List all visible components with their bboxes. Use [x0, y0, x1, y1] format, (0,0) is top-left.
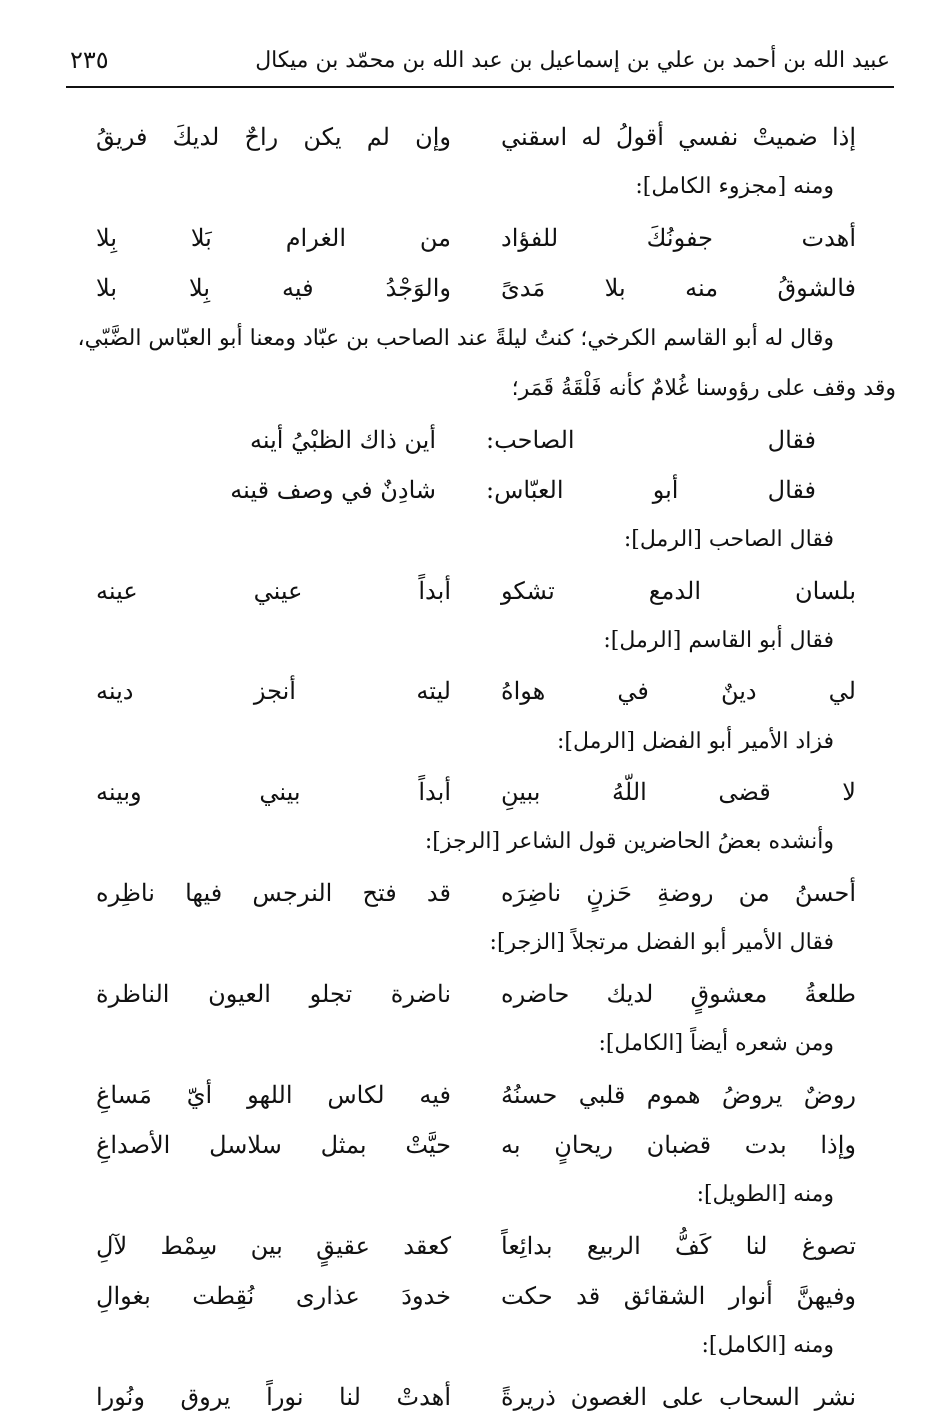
- prose-text: وقد وقف على رؤوسنا غُلامٌ كأنه فَلْقَةُ قَمَر؛: [511, 375, 896, 401]
- verse-hemistichs: [96, 213, 856, 263]
- second-hemistich: قد فتح النرجس فيها ناظِره: [96, 879, 451, 908]
- prose-text: ومنه [مجزوء الكامل]:: [635, 174, 834, 200]
- second-hemistich: والوَجْدُ فيه بِلا بلا: [96, 274, 451, 303]
- first-hemistich: لا قضى اللّهُ ببينِ: [501, 778, 856, 807]
- second-hemistich: أبداً عيني عينه: [96, 576, 451, 605]
- prose-text: ومنه [الطويل]:: [696, 1182, 834, 1208]
- prose-line: [96, 717, 856, 767]
- first-hemistich: أحسنُ من روضةِ حَزنٍ ناضِرَه: [501, 879, 856, 908]
- verse-hemistichs: [96, 263, 856, 313]
- verse-hemistichs: [96, 1221, 856, 1271]
- prose-text: وأنشده بعضُ الحاضرين قول الشاعر [الرجز]:: [424, 829, 834, 855]
- prose-line: [96, 515, 856, 565]
- first-hemistich: وإذا بدت قضبان ريحانٍ به: [501, 1131, 856, 1159]
- verse-hemistichs: [96, 969, 856, 1019]
- first-hemistich: فالشوقُ منه بلا مَدىً: [501, 274, 856, 303]
- verse-hemistichs: [96, 566, 856, 616]
- dialog-line: [96, 414, 856, 464]
- first-hemistich: نشر السحاب على الغصون ذريرةً: [501, 1382, 856, 1411]
- prose-line: [96, 1019, 856, 1069]
- verse-line: [96, 263, 856, 313]
- dialog-line: [96, 465, 856, 515]
- first-hemistich: إذا ضميتْ نفسي أقولُ له اسقني: [501, 123, 856, 152]
- verse-hemistichs: [96, 1372, 856, 1422]
- second-hemistich: كعقد عقيقٍ بين سِمْط لآلِ: [96, 1231, 451, 1260]
- verse-line: [96, 566, 856, 616]
- first-hemistich: روضٌ يروضُ هموم قلبي حسنُهُ: [501, 1080, 856, 1109]
- prose-line: [96, 616, 856, 666]
- first-hemistich: طلعةُ معشوقٍ لديك حاضره: [501, 979, 856, 1008]
- first-hemistich: بلسان الدمع تشكو: [501, 576, 856, 605]
- prose-line: [96, 817, 856, 867]
- verse-hemistichs: [96, 1120, 856, 1170]
- header-title: عبيد الله بن أحمد بن علي بن إسماعيل بن عبد الله بن محمّد بن ميكال: [255, 48, 890, 73]
- running-header: [66, 40, 894, 88]
- second-hemistich: أهدتْ لنا نوراً يروق ونُورا: [96, 1382, 451, 1411]
- verse-line: [96, 767, 856, 817]
- verse-line: [96, 112, 856, 162]
- second-hemistich: ليته أنجز دينه: [96, 677, 451, 706]
- prose-line: [77, 314, 856, 364]
- prose-text: ومنه [الكامل]:: [701, 1333, 834, 1359]
- prose-text: فقال الصاحب [الرمل]:: [623, 527, 834, 553]
- verse-line: [96, 868, 856, 918]
- verse-hemistichs: [96, 112, 856, 162]
- verse-line: [96, 666, 856, 716]
- first-hemistich: فقال أبو العبّاس:: [486, 475, 816, 504]
- prose-line: [96, 1170, 856, 1220]
- prose-text: فقال الأمير أبو الفضل مرتجلاً [الزجر]:: [489, 930, 834, 956]
- second-hemistich: فيه لكاس اللهو أيّ مَساغِ: [96, 1080, 451, 1109]
- second-hemistich: حيَّتْ بمثل سلاسل الأصداغِ: [96, 1131, 451, 1159]
- prose-text: وقال له أبو القاسم الكرخي؛ كنتُ ليلةً عند الصاحب بن عبّاد ومعنا أبو العبّاس الضَّبّي،: [77, 325, 834, 351]
- first-hemistich: تصوغ لنا كَفُّ الربيع بدائِعاً: [501, 1231, 856, 1260]
- verse-hemistichs: [96, 666, 856, 716]
- prose-text: ومن شعره أيضاً [الكامل]:: [598, 1031, 834, 1057]
- page-body: [77, 112, 896, 1422]
- verse-hemistichs: [96, 414, 856, 464]
- first-hemistich: فقال الصاحب:: [486, 425, 816, 454]
- verse-line: [96, 1372, 856, 1422]
- prose-line: [96, 1321, 856, 1371]
- second-hemistich: خدودَ عذارى نُقِطت بغوالِ: [96, 1282, 451, 1311]
- prose-line: [96, 364, 896, 414]
- verse-hemistichs: [96, 868, 856, 918]
- prose-text: فقال أبو القاسم [الرمل]:: [603, 627, 834, 653]
- verse-line: [96, 1120, 856, 1170]
- second-hemistich: أين ذاك الظبْيُ أينه: [249, 425, 436, 454]
- second-hemistich: من الغرام بَلا بِلا: [96, 223, 451, 252]
- page-number: ٢٣٥: [70, 46, 109, 74]
- first-hemistich: وفيهنَّ أنوار الشقائق قد حكت: [501, 1282, 856, 1311]
- second-hemistich: ناضرة تجلو العيون الناظرة: [96, 979, 451, 1008]
- prose-text: فزاد الأمير أبو الفضل [الرمل]:: [556, 728, 834, 754]
- verse-line: [96, 969, 856, 1019]
- verse-hemistichs: [96, 1271, 856, 1321]
- verse-line: [96, 213, 856, 263]
- verse-line: [96, 1271, 856, 1321]
- first-hemistich: لي دينٌ في هواهُ: [501, 677, 856, 706]
- verse-line: [96, 1069, 856, 1119]
- verse-line: [96, 1221, 856, 1271]
- verse-hemistichs: [96, 465, 856, 515]
- prose-line: [96, 918, 856, 968]
- second-hemistich: وإن لم يكن راحٌ لديكَ فريقُ: [96, 123, 451, 152]
- verse-hemistichs: [96, 767, 856, 817]
- verse-hemistichs: [96, 1069, 856, 1119]
- first-hemistich: أهدت جفونُكَ للفؤاد: [501, 223, 856, 252]
- second-hemistich: شادِنٌ في وصف قينه: [230, 475, 436, 504]
- second-hemistich: أبداً بيني وبينه: [96, 778, 451, 807]
- prose-line: [96, 162, 856, 212]
